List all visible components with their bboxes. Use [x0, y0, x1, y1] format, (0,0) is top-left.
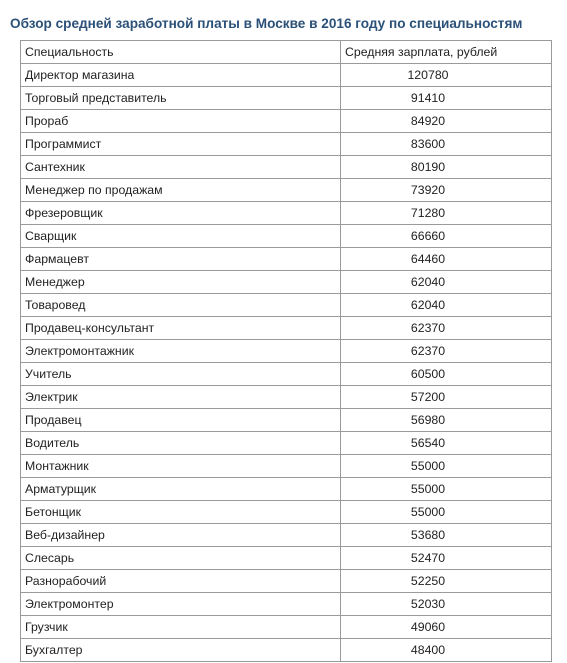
- table-row: [21, 248, 552, 271]
- salary-cell: 120780: [341, 64, 552, 87]
- table-row: [21, 271, 552, 294]
- specialty-cell: Менеджер по продажам: [21, 179, 341, 202]
- salary-cell: 52030: [341, 593, 552, 616]
- specialty-cell: Программист: [21, 133, 341, 156]
- table-row: [21, 455, 552, 478]
- salary-cell: 62370: [341, 340, 552, 363]
- salary-cell: 48400: [341, 639, 552, 662]
- salary-cell: 62370: [341, 317, 552, 340]
- specialty-cell: Водитель: [21, 432, 341, 455]
- table-row: [21, 110, 552, 133]
- specialty-cell: Фармацевт: [21, 248, 341, 271]
- specialty-cell: Фрезеровщик: [21, 202, 341, 225]
- specialty-cell: Продавец: [21, 409, 341, 432]
- salary-cell: 66660: [341, 225, 552, 248]
- table-row: [21, 386, 552, 409]
- specialty-cell: Электромонтажник: [21, 340, 341, 363]
- table-row: [21, 202, 552, 225]
- table-row: [21, 294, 552, 317]
- specialty-cell: Учитель: [21, 363, 341, 386]
- salary-cell: 49060: [341, 616, 552, 639]
- specialty-cell: Бухгалтер: [21, 639, 341, 662]
- specialty-cell: Бетонщик: [21, 501, 341, 524]
- specialty-cell: Арматурщик: [21, 478, 341, 501]
- table-row: [21, 64, 552, 87]
- salary-cell: 52470: [341, 547, 552, 570]
- column-header-salary: Средняя зарплата, рублей: [341, 41, 552, 64]
- specialty-cell: Слесарь: [21, 547, 341, 570]
- table-row: [21, 524, 552, 547]
- salary-cell: 80190: [341, 156, 552, 179]
- salary-cell: 57200: [341, 386, 552, 409]
- specialty-cell: Менеджер: [21, 271, 341, 294]
- table-row: [21, 133, 552, 156]
- salary-cell: 84920: [341, 110, 552, 133]
- table-row: [21, 593, 552, 616]
- salary-cell: 56540: [341, 432, 552, 455]
- salary-cell: 83600: [341, 133, 552, 156]
- specialty-cell: Продавец-консультант: [21, 317, 341, 340]
- specialty-cell: Торговый представитель: [21, 87, 341, 110]
- column-header-specialty: Специальность: [21, 41, 341, 64]
- specialty-cell: Сантехник: [21, 156, 341, 179]
- specialty-cell: Товаровед: [21, 294, 341, 317]
- specialty-cell: Монтажник: [21, 455, 341, 478]
- table-row: [21, 363, 552, 386]
- table-row: [21, 87, 552, 110]
- specialty-cell: Электромонтер: [21, 593, 341, 616]
- specialty-cell: Веб-дизайнер: [21, 524, 341, 547]
- salary-cell: 53680: [341, 524, 552, 547]
- salary-cell: 73920: [341, 179, 552, 202]
- salary-cell: 64460: [341, 248, 552, 271]
- salary-cell: 71280: [341, 202, 552, 225]
- salary-cell: 56980: [341, 409, 552, 432]
- table-row: [21, 478, 552, 501]
- salary-cell: 55000: [341, 501, 552, 524]
- page-title: Обзор средней заработной платы в Москве в 2016 году по специальностям: [10, 16, 523, 31]
- table-row: [21, 570, 552, 593]
- salary-cell: 62040: [341, 271, 552, 294]
- table-row: [21, 547, 552, 570]
- specialty-cell: Разнорабочий: [21, 570, 341, 593]
- salary-cell: 55000: [341, 455, 552, 478]
- specialty-cell: Сварщик: [21, 225, 341, 248]
- salary-table: [20, 40, 552, 662]
- specialty-cell: Директор магазина: [21, 64, 341, 87]
- table-row: [21, 616, 552, 639]
- salary-cell: 91410: [341, 87, 552, 110]
- table-body: [21, 64, 552, 662]
- table-row: [21, 432, 552, 455]
- table-row: [21, 501, 552, 524]
- table-row: [21, 156, 552, 179]
- specialty-cell: Электрик: [21, 386, 341, 409]
- table-row: [21, 340, 552, 363]
- specialty-cell: Грузчик: [21, 616, 341, 639]
- salary-cell: 62040: [341, 294, 552, 317]
- table-header-row: [21, 41, 552, 64]
- table-row: [21, 639, 552, 662]
- specialty-cell: Прораб: [21, 110, 341, 133]
- table-row: [21, 409, 552, 432]
- table-row: [21, 225, 552, 248]
- table-row: [21, 317, 552, 340]
- salary-cell: 52250: [341, 570, 552, 593]
- salary-cell: 55000: [341, 478, 552, 501]
- salary-cell: 60500: [341, 363, 552, 386]
- table-row: [21, 179, 552, 202]
